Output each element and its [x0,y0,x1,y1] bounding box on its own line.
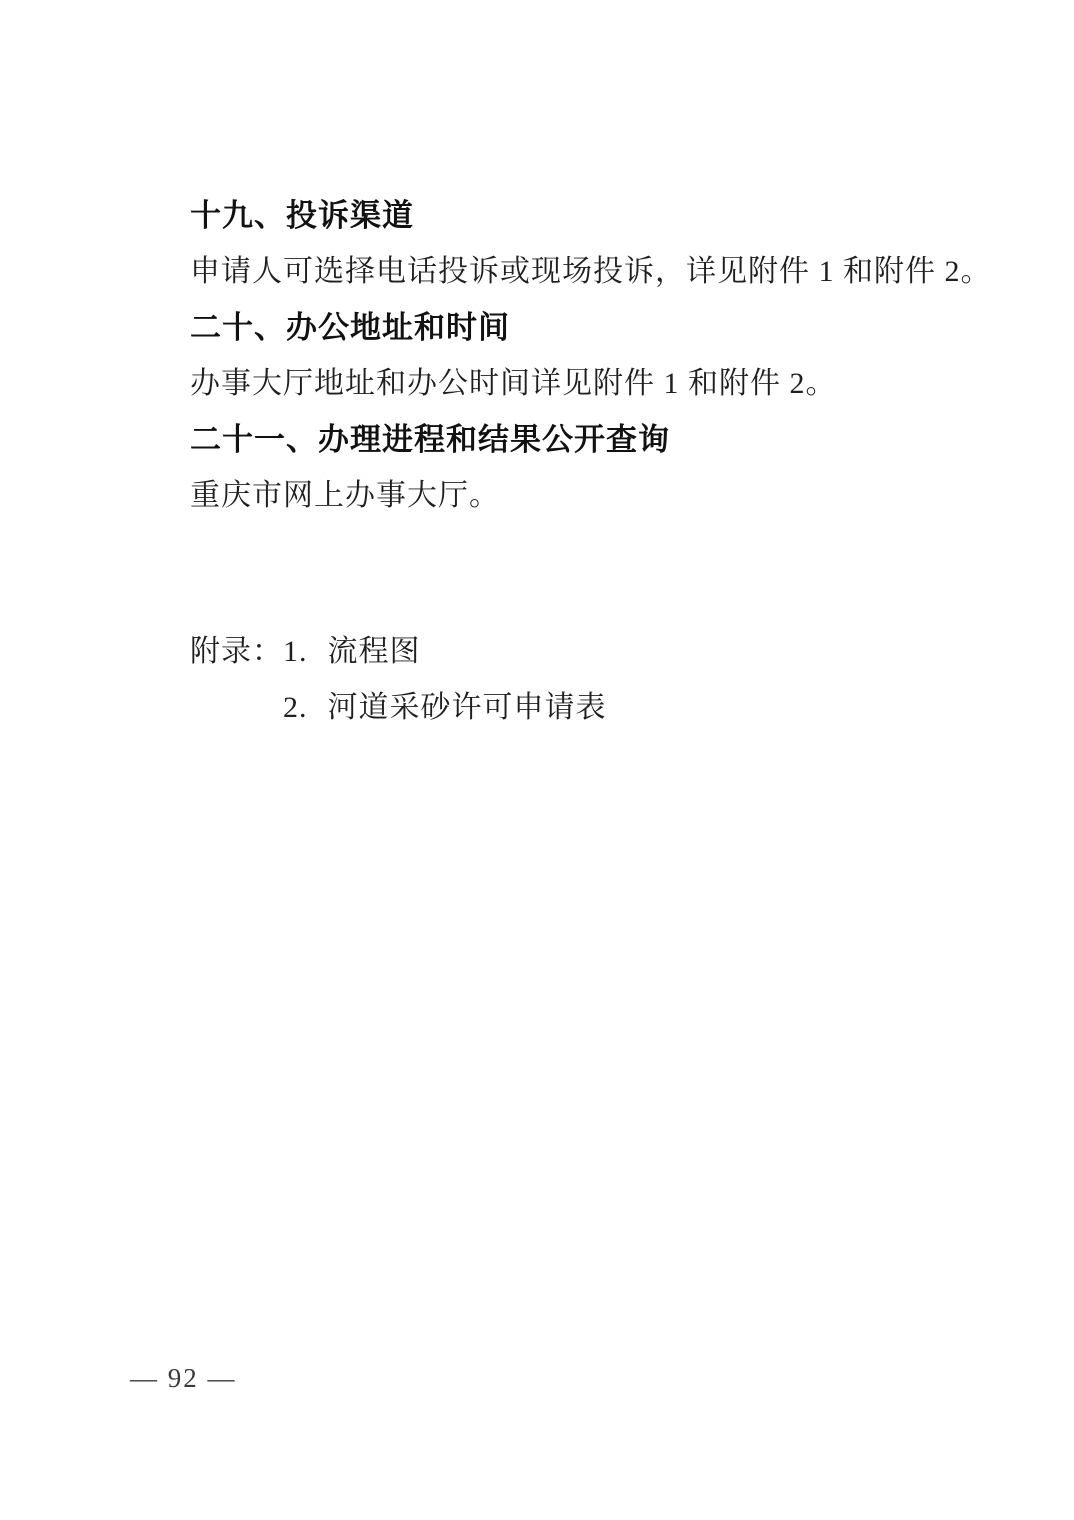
appendix-block [190,624,950,736]
appendix-item-title: 河道采砂许可申请表 [327,691,607,724]
section-20 [190,300,950,412]
section-body: 办事大厅地址和办公时间详见附件 1 和附件 2。 [190,367,837,400]
section-heading: 二十一、办理进程和结果公开查询 [190,422,670,457]
appendix-label: 附录： [190,635,283,668]
section-body: 申请人可选择电话投诉或现场投诉，详见附件 1 和附件 2。 [190,255,992,288]
appendix-item [283,680,607,736]
section-body: 重庆市网上办事大厅。 [190,479,500,512]
appendix-item-title: 流程图 [327,635,421,668]
section-heading: 十九、投诉渠道 [190,198,414,233]
appendix-items [283,624,607,736]
document-content [190,188,992,736]
section-21 [190,412,950,524]
section-19 [190,188,992,300]
appendix-item-number: 2. [283,691,308,724]
section-heading: 二十、办公地址和时间 [190,310,510,345]
page-number: — 92 — [130,1363,237,1393]
appendix-item-number: 1. [283,635,308,668]
appendix-item [283,624,607,680]
